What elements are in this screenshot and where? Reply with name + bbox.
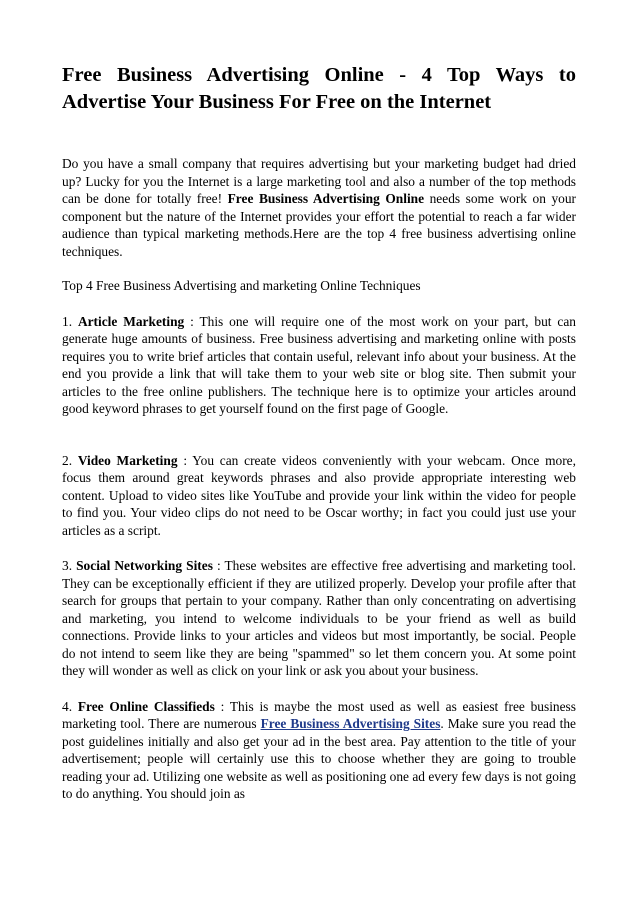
item-text-before-link: : This is maybe the most used as well as easiest free business marketing tool. There are numerous bbox=[62, 698, 576, 731]
page-title: Free Business Advertising Online - 4 Top Ways to Advertise Your Business For Free on the Internet bbox=[62, 64, 576, 113]
item-heading: Video Marketing bbox=[77, 452, 178, 468]
intro-text-after: needs some work on your component but the nature of the Internet provides your effort the potential to reach a far wider audience than typical marketing methods.Here are the top 4 free business advertising online techniques. bbox=[62, 191, 576, 259]
item-heading: Free Online Classifieds bbox=[77, 698, 215, 714]
item-text-after-link: . Make sure you read the post guidelines initially and also get your ad in the best area. Pay attention to the title of your advertisement; people will certainly use this to choose whether they are going to trouble reading your ad. Utilizing one website as well as positioning one ad every few days is not going to do anything. You should join as bbox=[62, 716, 577, 801]
list-item-social-networking bbox=[62, 557, 576, 680]
item-text: : You can create videos conveniently with your webcam. Once more, focus them around great keywords phrases and also provide appropriate interesting web content. Upload to video sites like YouTube and provide your link within the video for people to find you. Your video clips do not need to be Oscar worthy; in fact you could just use your articles as a script. bbox=[62, 452, 576, 538]
list-item-article-marketing bbox=[62, 313, 576, 418]
document-page bbox=[62, 62, 576, 803]
item-number: 1. bbox=[62, 313, 73, 329]
item-text: : These websites are effective free advertising and marketing tool. They can be exceptionally efficient if they are utilized properly. Develop your profile after that search for groups that pertain to your company. Rather than only concentrating on advertising and marketing, you intend to welcome individuals to be your friend as well as build connections. Provide links to your articles and videos but most importantly, be social. People do not intend to seem like they are being "spammed" so let them concern you. At some point they will wonder as well as click on your link or ask you about your business. bbox=[62, 558, 577, 678]
list-item-online-classifieds bbox=[62, 698, 576, 803]
intro-text-before: Do you have a small company that requires advertising but your marketing budget had dried up? Lucky for you the Internet is a large marketing tool and also a number of the top methods can be done for totally free! bbox=[62, 156, 576, 206]
item-text: : This one will require one of the most work on your part, but can generate huge amounts of business. Free business advertising and marketing online with posts requires you to write brief articles that contain useful, relevant info about your business. At the end you provide a link that will take them to your web site or blog site. Then submit your articles to the free online publishers. The technique here is to optimize your articles around good keyword phrases to get yourself found on the first page of Google. bbox=[62, 313, 576, 416]
item-heading: Article Marketing bbox=[77, 313, 185, 329]
list-item-video-marketing bbox=[62, 452, 576, 540]
section-subheading: Top 4 Free Business Advertising and marketing Online Techniques bbox=[62, 278, 421, 293]
intro-paragraph bbox=[62, 155, 576, 260]
item-number: 2. bbox=[62, 452, 73, 468]
free-business-advertising-sites-link[interactable]: Free Business Advertising Sites bbox=[260, 716, 441, 731]
item-number: 3. bbox=[62, 558, 73, 573]
intro-bold-phrase: Free Business Advertising Online bbox=[227, 191, 425, 206]
item-heading: Social Networking Sites bbox=[76, 558, 213, 573]
item-number: 4. bbox=[62, 698, 73, 714]
